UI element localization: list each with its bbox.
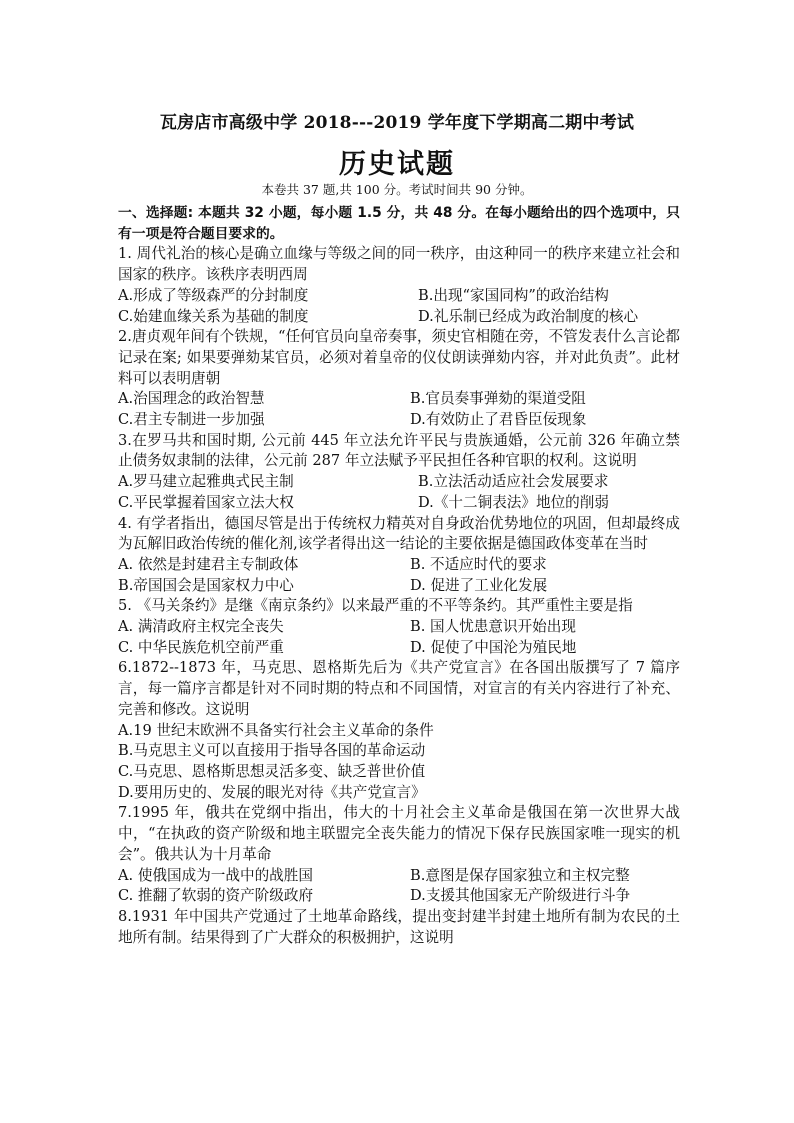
option-b: B. 国人忧患意识开始出现 <box>410 618 576 636</box>
option-d: D. 促进了工业化发展 <box>410 576 548 594</box>
option-d: D.礼乐制已经成为政治制度的核心 <box>418 307 639 325</box>
option-row <box>118 576 680 597</box>
exam-content <box>118 203 680 948</box>
option-d: D.《十二铜表法》地位的削弱 <box>418 493 609 511</box>
option-row <box>118 286 680 307</box>
option-c: C.始建血缘关系为基础的制度 <box>118 307 309 325</box>
option-row <box>118 555 680 576</box>
question-stem: 1. 周代礼治的核心是确立血缘与等级之间的同一秩序，由这种同一的秩序来建立社会和国家的秩序。该秩序表明西周 <box>118 245 680 284</box>
option-row <box>118 389 680 410</box>
option-row <box>118 307 680 328</box>
question-stem: 7.1995 年，俄共在党纲中指出，伟大的十月社会主义革命是俄国在第一次世界大战中，“在执政的资产阶级和地主联盟完全丧失能力的情况下保存民族国家唯一现实的机会”。俄共认为十月革命 <box>118 804 680 863</box>
option-row <box>118 638 680 659</box>
option-a: A.形成了等级森严的分封制度 <box>118 286 309 304</box>
question-stem: 3.在罗马共和国时期, 公元前 445 年立法允许平民与贵族通婚，公元前 326 年确立禁止债务奴隶制的法律，公元前 287 年立法赋予平民担任各种官职的权利。这说明 <box>118 431 680 470</box>
question-stem: 8.1931 年中国共产党通过了土地革命路线，提出变封建半封建土地所有制为农民的土地所有制。结果得到了广大群众的积极拥护，这说明 <box>118 907 680 946</box>
question-stem: 6.1872--1873 年，马克思、恩格斯先后为《共产党宣言》在各国出版撰写了 7 篇序言，每一篇序言都是针对不同时期的特点和不同国情，对宣言的有关内容进行了补充、完善和修改。这说明 <box>118 659 680 718</box>
option-a: A. 满清政府主权完全丧失 <box>118 618 284 636</box>
question-1 <box>118 244 680 327</box>
option-row <box>118 472 680 493</box>
option-a: A. 依然是封建君主专制政体 <box>118 555 299 573</box>
section-heading: 一、选择题: 本题共 32 小题，每小题 1.5 分，共 48 分。在每小题给出的四个选项中，只有一项是符合题目要求的。 <box>118 205 680 242</box>
option-row <box>118 886 680 907</box>
option-b: B.立法活动适应社会发展要求 <box>418 473 609 491</box>
exam-title: 瓦房店市高级中学 2018---2019 学年度下学期高二期中考试 <box>159 113 635 133</box>
option-row <box>118 410 680 431</box>
option-d: D.有效防止了君昏臣佞现象 <box>410 411 587 429</box>
question-stem: 5. 《马关条约》是继《南京条约》以来最严重的不平等条约。其严重性主要是指 <box>118 597 633 615</box>
question-2 <box>118 327 680 431</box>
option-c: C.君主专制进一步加强 <box>118 411 265 429</box>
option-b: B.官员奏事弹劾的渠道受阻 <box>410 390 586 408</box>
option-b: B.出现“家国同构”的政治结构 <box>418 286 609 304</box>
option-d: D.支援其他国家无产阶级进行斗争 <box>410 887 631 905</box>
question-3 <box>118 431 680 514</box>
option-c: C.平民掌握着国家立法大权 <box>118 493 294 511</box>
option-b: B. 不适应时代的要求 <box>410 555 547 573</box>
option-row <box>118 617 680 638</box>
option-row <box>118 866 680 887</box>
option-b: B.意图是保存国家独立和主权完整 <box>410 866 630 884</box>
option-c: C. 推翻了软弱的资产阶级政府 <box>118 887 314 905</box>
exam-note: 本卷共 37 题,共 100 分。考试时间共 90 分钟。 <box>261 182 533 197</box>
question-5 <box>118 596 680 658</box>
option-c: C. 中华民族危机空前严重 <box>118 638 284 656</box>
question-7 <box>118 803 680 907</box>
option-a: A.治国理念的政治智慧 <box>118 390 265 408</box>
option-a: A.19 世纪末欧洲不具备实行社会主义革命的条件 <box>118 721 434 739</box>
question-8 <box>118 907 680 948</box>
option-d: D.要用历史的、发展的眼光对待《共产党宣言》 <box>118 783 426 801</box>
question-stem: 4. 有学者指出，德国尽管是出于传统权力精英对自身政治优势地位的巩固，但却最终成为瓦解旧政治传统的催化剂,该学者得出这一结论的主要依据是德国政体变革在当时 <box>118 514 680 553</box>
option-c: B.帝国国会是国家权力中心 <box>118 576 294 594</box>
subject-title: 历史试题 <box>339 149 455 180</box>
option-a: A.罗马建立起雅典式民主制 <box>118 473 294 491</box>
option-b: B.马克思主义可以直接用于指导各国的革命运动 <box>118 742 426 760</box>
option-a: A. 使俄国成为一战中的战胜国 <box>118 866 313 884</box>
option-c: C.马克思、恩格斯思想灵活多变、缺乏普世价值 <box>118 762 426 780</box>
option-d: D. 促使了中国沦为殖民地 <box>410 638 577 656</box>
question-6 <box>118 658 680 803</box>
question-stem: 2.唐贞观年间有个铁规，“任何官员向皇帝奏事，须史官相随在旁，不管发表什么言论都记录在案; 如果要弹劾某官员，必须对着皇帝的仪仗朗读弹劾内容，并对此负责”。此材料可以表明唐朝 <box>118 328 680 387</box>
option-row <box>118 493 680 514</box>
question-4 <box>118 514 680 597</box>
